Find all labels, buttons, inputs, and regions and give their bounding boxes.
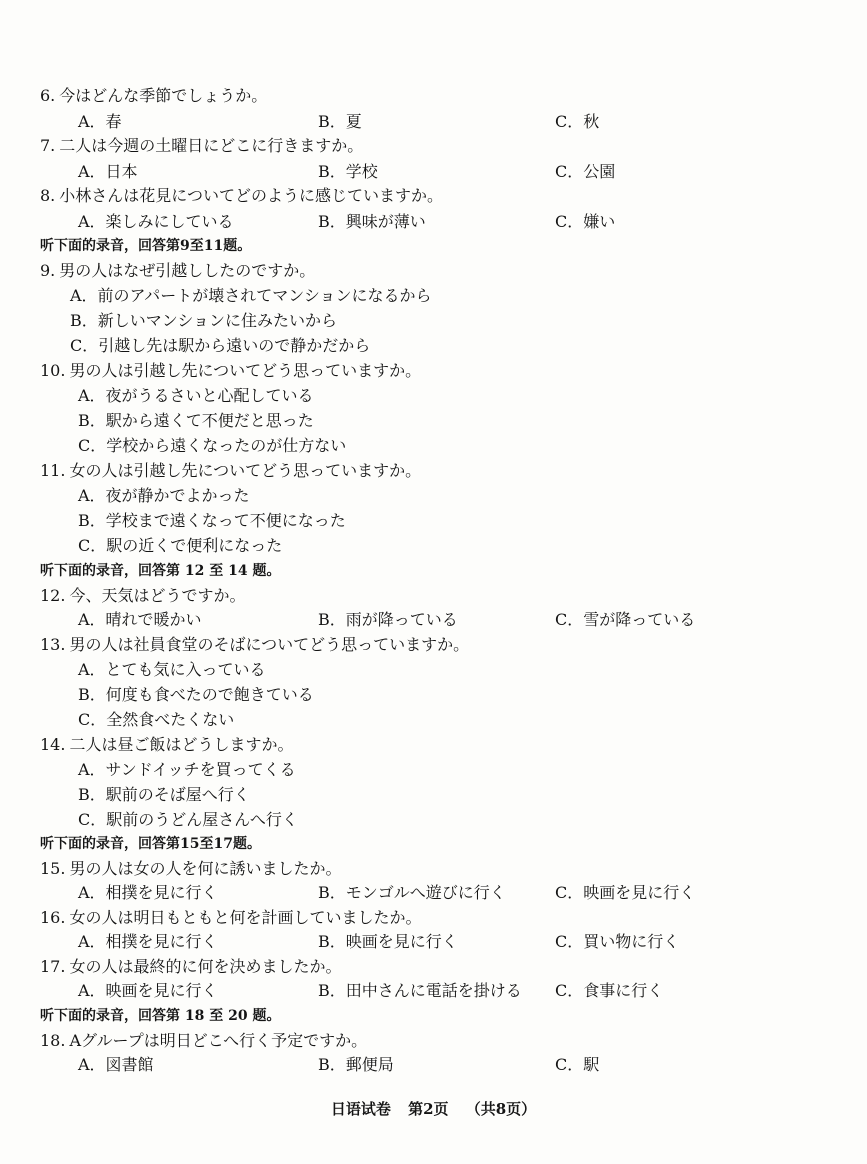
- option-b: B．郵便局: [318, 1055, 394, 1074]
- question-number: 15.: [40, 859, 66, 878]
- option-a: A．とても気に入っている: [78, 660, 266, 679]
- listening-instruction: 听下面的录音，回答第 18 至 20 题。: [40, 1008, 281, 1024]
- question-13: [0, 633, 867, 657]
- option-a: A．夜がうるさいと心配している: [78, 386, 314, 405]
- question-number: 11.: [40, 461, 66, 480]
- option-a: A．日本: [78, 162, 138, 181]
- options-13a: [0, 658, 867, 682]
- question-6: [0, 84, 867, 108]
- question-number: 8.: [40, 186, 56, 205]
- option-c: C．公園: [555, 162, 616, 181]
- option-a: A．楽しみにしている: [78, 212, 234, 231]
- question-text: 男の人はなぜ引越ししたのですか。: [59, 261, 316, 280]
- listening-instruction: 听下面的录音，回答第9至11题。: [40, 238, 252, 254]
- question-text: 男の人は女の人を何に誘いましたか。: [69, 859, 342, 878]
- question-number: 16.: [40, 908, 66, 927]
- question-text: 今はどんな季節でしょうか。: [59, 86, 268, 105]
- option-b: B．映画を見に行く: [318, 932, 458, 951]
- option-b: B．学校: [318, 162, 378, 181]
- option-c: C．駅: [555, 1055, 600, 1074]
- footer-page-number: 第2页: [408, 1100, 449, 1118]
- option-c: C．駅の近くで便利になった: [78, 536, 283, 555]
- options-9a: [0, 284, 867, 308]
- question-18: [0, 1029, 867, 1053]
- options-9c: [0, 334, 867, 358]
- question-number: 14.: [40, 735, 66, 754]
- options-9b: [0, 309, 867, 333]
- options-10a: [0, 384, 867, 408]
- options-18: [0, 1053, 867, 1077]
- option-c: C．学校から遠くなったのが仕方ない: [78, 436, 347, 455]
- option-a: A．図書館: [78, 1055, 154, 1074]
- options-11a: [0, 484, 867, 508]
- question-number: 17.: [40, 957, 66, 976]
- question-text: 女の人は明日もともと何を計画していましたか。: [69, 908, 422, 927]
- question-10: [0, 359, 867, 383]
- options-11c: [0, 534, 867, 558]
- question-11: [0, 459, 867, 483]
- option-b: B．駅前のそば屋へ行く: [78, 785, 250, 804]
- option-c: C．映画を見に行く: [555, 883, 696, 902]
- option-b: B．夏: [318, 112, 362, 131]
- option-c: C．嫌い: [555, 212, 616, 231]
- question-12: [0, 584, 867, 608]
- question-8: [0, 184, 867, 208]
- options-13b: [0, 683, 867, 707]
- question-text: 男の人は社員食堂のそばについてどう思っていますか。: [69, 635, 470, 654]
- option-a: A．春: [78, 112, 122, 131]
- option-b: B．興味が薄い: [318, 212, 426, 231]
- option-a: A．サンドイッチを買ってくる: [78, 760, 296, 779]
- listening-instruction: 听下面的录音，回答第 12 至 14 题。: [40, 563, 281, 579]
- option-c: C．秋: [555, 112, 600, 131]
- options-10b: [0, 409, 867, 433]
- option-b: B．雨が降っている: [318, 610, 458, 629]
- option-a: A．晴れで暖かい: [78, 610, 202, 629]
- option-c: C．引越し先は駅から遠いので静かだから: [70, 336, 371, 355]
- options-17: [0, 979, 867, 1003]
- question-number: 9.: [40, 261, 56, 280]
- options-7: [0, 160, 867, 184]
- option-c: C．全然食べたくない: [78, 710, 235, 729]
- question-number: 13.: [40, 635, 66, 654]
- options-8: [0, 210, 867, 234]
- question-text: 男の人は引越し先についてどう思っていますか。: [69, 361, 422, 380]
- option-b: B．何度も食べたので飽きている: [78, 685, 314, 704]
- options-10c: [0, 434, 867, 458]
- question-16: [0, 906, 867, 930]
- option-a: A．相撲を見に行く: [78, 883, 218, 902]
- option-c: C．買い物に行く: [555, 932, 680, 951]
- option-b: B．新しいマンションに住みたいから: [70, 311, 338, 330]
- question-text: 二人は今週の土曜日にどこに行きますか。: [59, 136, 364, 155]
- question-text: 女の人は最終的に何を決めましたか。: [69, 957, 342, 976]
- question-14: [0, 733, 867, 757]
- option-b: B．学校まで遠くなって不便になった: [78, 511, 346, 530]
- options-12: [0, 608, 867, 632]
- question-number: 18.: [40, 1031, 66, 1050]
- option-c: C．駅前のうどん屋さんへ行く: [78, 810, 298, 829]
- question-number: 10.: [40, 361, 66, 380]
- option-a: A．相撲を見に行く: [78, 932, 218, 951]
- option-b: B．駅から遠くて不便だと思った: [78, 411, 314, 430]
- question-text: Aグループは明日どこへ行く予定ですか。: [69, 1031, 368, 1050]
- question-number: 7.: [40, 136, 56, 155]
- option-c: C．雪が降っている: [555, 610, 696, 629]
- option-a: A．前のアパートが壊されてマンションになるから: [70, 286, 432, 305]
- option-a: A．夜が静かでよかった: [78, 486, 250, 505]
- option-b: B．モンゴルへ遊びに行く: [318, 883, 506, 902]
- option-c: C．食事に行く: [555, 981, 664, 1000]
- question-text: 二人は昼ご飯はどうしますか。: [69, 735, 294, 754]
- options-14a: [0, 758, 867, 782]
- options-14b: [0, 783, 867, 807]
- options-15: [0, 881, 867, 905]
- options-11b: [0, 509, 867, 533]
- option-a: A．映画を見に行く: [78, 981, 218, 1000]
- question-text: 女の人は引越し先についてどう思っていますか。: [69, 461, 422, 480]
- footer-subject: 日语试卷: [330, 1100, 391, 1118]
- question-7: [0, 134, 867, 158]
- options-14c: [0, 808, 867, 832]
- question-17: [0, 955, 867, 979]
- listening-instruction: 听下面的录音，回答第15至17题。: [40, 836, 261, 852]
- options-6: [0, 110, 867, 134]
- footer-total-pages: （共8页）: [465, 1100, 537, 1118]
- page-footer: [0, 1098, 867, 1119]
- question-text: 今、天気はどうですか。: [69, 586, 246, 605]
- options-13c: [0, 708, 867, 732]
- options-16: [0, 930, 867, 954]
- question-9: [0, 259, 867, 283]
- question-text: 小林さんは花見についてどのように感じていますか。: [59, 186, 443, 205]
- question-number: 6.: [40, 86, 56, 105]
- question-15: [0, 857, 867, 881]
- question-number: 12.: [40, 586, 66, 605]
- option-b: B．田中さんに電話を掛ける: [318, 981, 522, 1000]
